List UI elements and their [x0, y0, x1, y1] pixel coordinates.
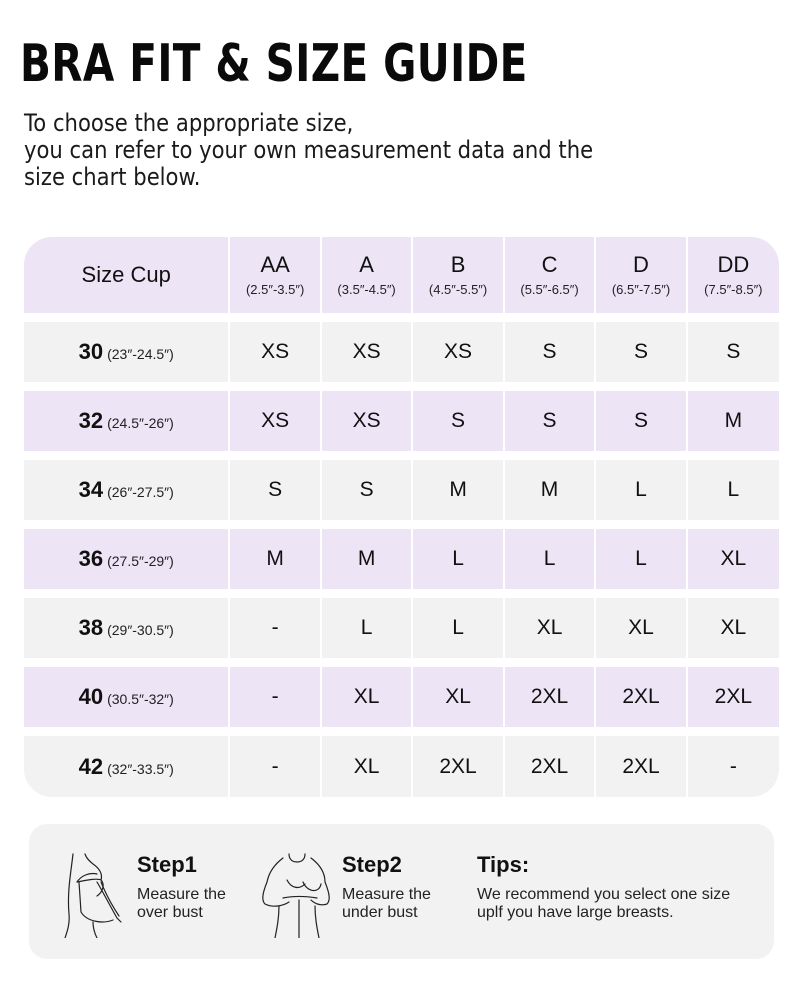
size-value: M	[266, 547, 284, 570]
size-value: -	[271, 754, 279, 778]
intro-text	[24, 110, 640, 191]
size-cell	[505, 460, 596, 520]
size-cell	[413, 598, 504, 658]
step1-description	[137, 886, 226, 922]
size-cell	[230, 667, 321, 727]
cup-label: A	[359, 251, 374, 277]
intro-line-3: size chart below.	[24, 163, 201, 191]
size-value: 2XL	[530, 754, 569, 778]
table-row	[24, 667, 779, 727]
step2-line-1: Measure the	[342, 886, 431, 903]
size-cell	[230, 322, 321, 382]
size-cell	[505, 391, 596, 451]
size-value: S	[359, 478, 374, 501]
size-cell	[688, 322, 779, 382]
size-value: 2XL	[622, 685, 660, 708]
size-cell	[322, 736, 413, 797]
size-value: XS	[261, 409, 290, 432]
step1-line-2: over bust	[137, 904, 203, 921]
size-value: M	[724, 409, 743, 432]
cup-range: (5.5″-6.5″)	[520, 281, 579, 297]
size-value: XL	[353, 685, 380, 708]
cup-label: DD	[717, 251, 750, 277]
under-bust-illustration-icon	[259, 852, 333, 938]
band-cell	[24, 322, 230, 382]
page-title: BRA FIT & SIZE GUIDE	[20, 34, 528, 94]
size-value: XL	[353, 754, 380, 778]
band-range: (29″-30.5″)	[107, 622, 174, 638]
size-value: S	[726, 340, 741, 363]
size-value: L	[727, 478, 740, 501]
band-range: (26″-27.5″)	[107, 484, 174, 500]
size-cell	[596, 322, 687, 382]
band-range: (32″-33.5″)	[107, 760, 174, 777]
size-value: 2XL	[530, 685, 569, 708]
size-value: XS	[352, 409, 381, 432]
size-cell	[505, 598, 596, 658]
size-value: S	[633, 409, 648, 432]
intro-line-1: To choose the appropriate size,	[24, 109, 354, 137]
tips-title: Tips:	[477, 852, 530, 877]
size-value: S	[451, 409, 466, 432]
size-cell	[596, 529, 687, 589]
size-value: M	[540, 478, 559, 501]
table-row	[24, 460, 779, 520]
cup-range: (2.5″-3.5″)	[245, 281, 305, 297]
size-cell	[230, 529, 321, 589]
band-range: (30.5″-32″)	[107, 691, 174, 707]
size-cell	[688, 391, 779, 451]
size-value: XS	[444, 340, 473, 363]
size-cell	[322, 322, 413, 382]
table-header-row	[24, 237, 779, 313]
size-value: M	[357, 547, 376, 570]
band-range: (27.5″-29″)	[107, 553, 174, 569]
size-cell	[688, 460, 779, 520]
size-value: XL	[720, 616, 747, 639]
size-value: 2XL	[439, 754, 477, 778]
band-cell	[24, 391, 230, 451]
size-cell	[688, 529, 779, 589]
size-cell	[322, 598, 413, 658]
cup-header-c	[505, 237, 596, 313]
size-cell	[322, 391, 413, 451]
size-cell	[688, 667, 779, 727]
size-value: XS	[352, 340, 381, 363]
size-cell	[596, 391, 687, 451]
size-cell	[596, 736, 687, 797]
size-cell	[230, 391, 321, 451]
size-cell	[413, 667, 504, 727]
band-size: 40	[78, 684, 104, 709]
band-cell	[24, 598, 230, 658]
cup-header-a	[322, 237, 413, 313]
size-chart-table	[24, 237, 779, 797]
cup-header-aa	[230, 237, 321, 313]
size-cell	[596, 667, 687, 727]
size-value: -	[271, 685, 279, 708]
tips-description	[477, 886, 730, 922]
measurement-tips-panel	[29, 824, 774, 959]
band-size: 34	[78, 477, 104, 502]
size-value: 2XL	[714, 685, 753, 708]
size-value: L	[452, 547, 464, 570]
over-bust-illustration-icon	[63, 852, 131, 938]
size-cell	[230, 598, 321, 658]
size-value: -	[729, 754, 737, 778]
size-value: XL	[720, 547, 747, 570]
size-value: -	[271, 616, 279, 639]
size-cell	[596, 598, 687, 658]
step2-title: Step2	[342, 852, 402, 877]
size-value: L	[360, 616, 373, 639]
size-cell	[505, 529, 596, 589]
step2-line-2: under bust	[342, 904, 418, 921]
band-cell	[24, 736, 230, 797]
cup-header-dd	[688, 237, 779, 313]
intro-line-2: you can refer to your own measurement data and the	[24, 136, 594, 164]
size-value: S	[268, 478, 283, 501]
band-cell	[24, 460, 230, 520]
cup-label: C	[541, 251, 558, 277]
step1-line-1: Measure the	[137, 886, 226, 903]
band-range: (23″-24.5″)	[107, 346, 174, 362]
band-size: 38	[78, 615, 104, 640]
size-cell	[596, 460, 687, 520]
cup-label: D	[633, 251, 649, 277]
size-value: S	[633, 340, 648, 363]
size-cell	[505, 322, 596, 382]
size-value: 2XL	[622, 754, 660, 778]
size-cell	[505, 736, 596, 797]
step1-title: Step1	[137, 852, 197, 877]
table-row	[24, 322, 779, 382]
size-value: XL	[445, 685, 471, 708]
band-size: 30	[78, 339, 104, 364]
band-cell	[24, 667, 230, 727]
band-size: 36	[78, 546, 104, 571]
cup-label: B	[450, 251, 466, 277]
size-value: S	[542, 340, 557, 363]
tips-line-2: uplf you have large breasts.	[477, 904, 674, 921]
band-size: 32	[78, 408, 104, 433]
cup-label: AA	[260, 251, 290, 277]
size-value: L	[452, 616, 464, 639]
size-cell	[413, 529, 504, 589]
corner-label: Size Cup	[81, 262, 171, 287]
size-cell	[413, 736, 504, 797]
size-cell	[688, 736, 779, 797]
cup-range: (3.5″-4.5″)	[337, 281, 396, 297]
size-cell	[688, 598, 779, 658]
size-value: S	[542, 409, 557, 432]
cup-range: (7.5″-8.5″)	[704, 281, 763, 297]
size-cell	[413, 460, 504, 520]
size-cell	[322, 460, 413, 520]
cup-header-b	[413, 237, 504, 313]
table-row	[24, 736, 779, 797]
size-value: L	[635, 547, 647, 570]
band-cell	[24, 529, 230, 589]
step2-description	[342, 886, 431, 922]
size-cell	[230, 460, 321, 520]
band-range: (24.5″-26″)	[107, 415, 174, 431]
size-cell	[413, 391, 504, 451]
size-cell	[322, 529, 413, 589]
size-cell	[413, 322, 504, 382]
size-value: L	[543, 547, 556, 570]
size-value: XL	[536, 616, 563, 639]
band-size: 42	[78, 753, 104, 779]
size-value: L	[635, 478, 647, 501]
size-cell	[505, 667, 596, 727]
tips-line-1: We recommend you select one size	[477, 886, 731, 903]
size-value: XS	[261, 340, 290, 363]
table-row	[24, 529, 779, 589]
table-row	[24, 391, 779, 451]
size-cell	[230, 736, 321, 797]
cup-range: (6.5″-7.5″)	[611, 281, 671, 297]
size-cell	[322, 667, 413, 727]
table-row	[24, 598, 779, 658]
size-value: M	[449, 478, 467, 501]
corner-header-cell	[24, 237, 230, 313]
size-value: XL	[628, 616, 654, 639]
cup-header-d	[596, 237, 687, 313]
cup-range: (4.5″-5.5″)	[428, 281, 488, 297]
